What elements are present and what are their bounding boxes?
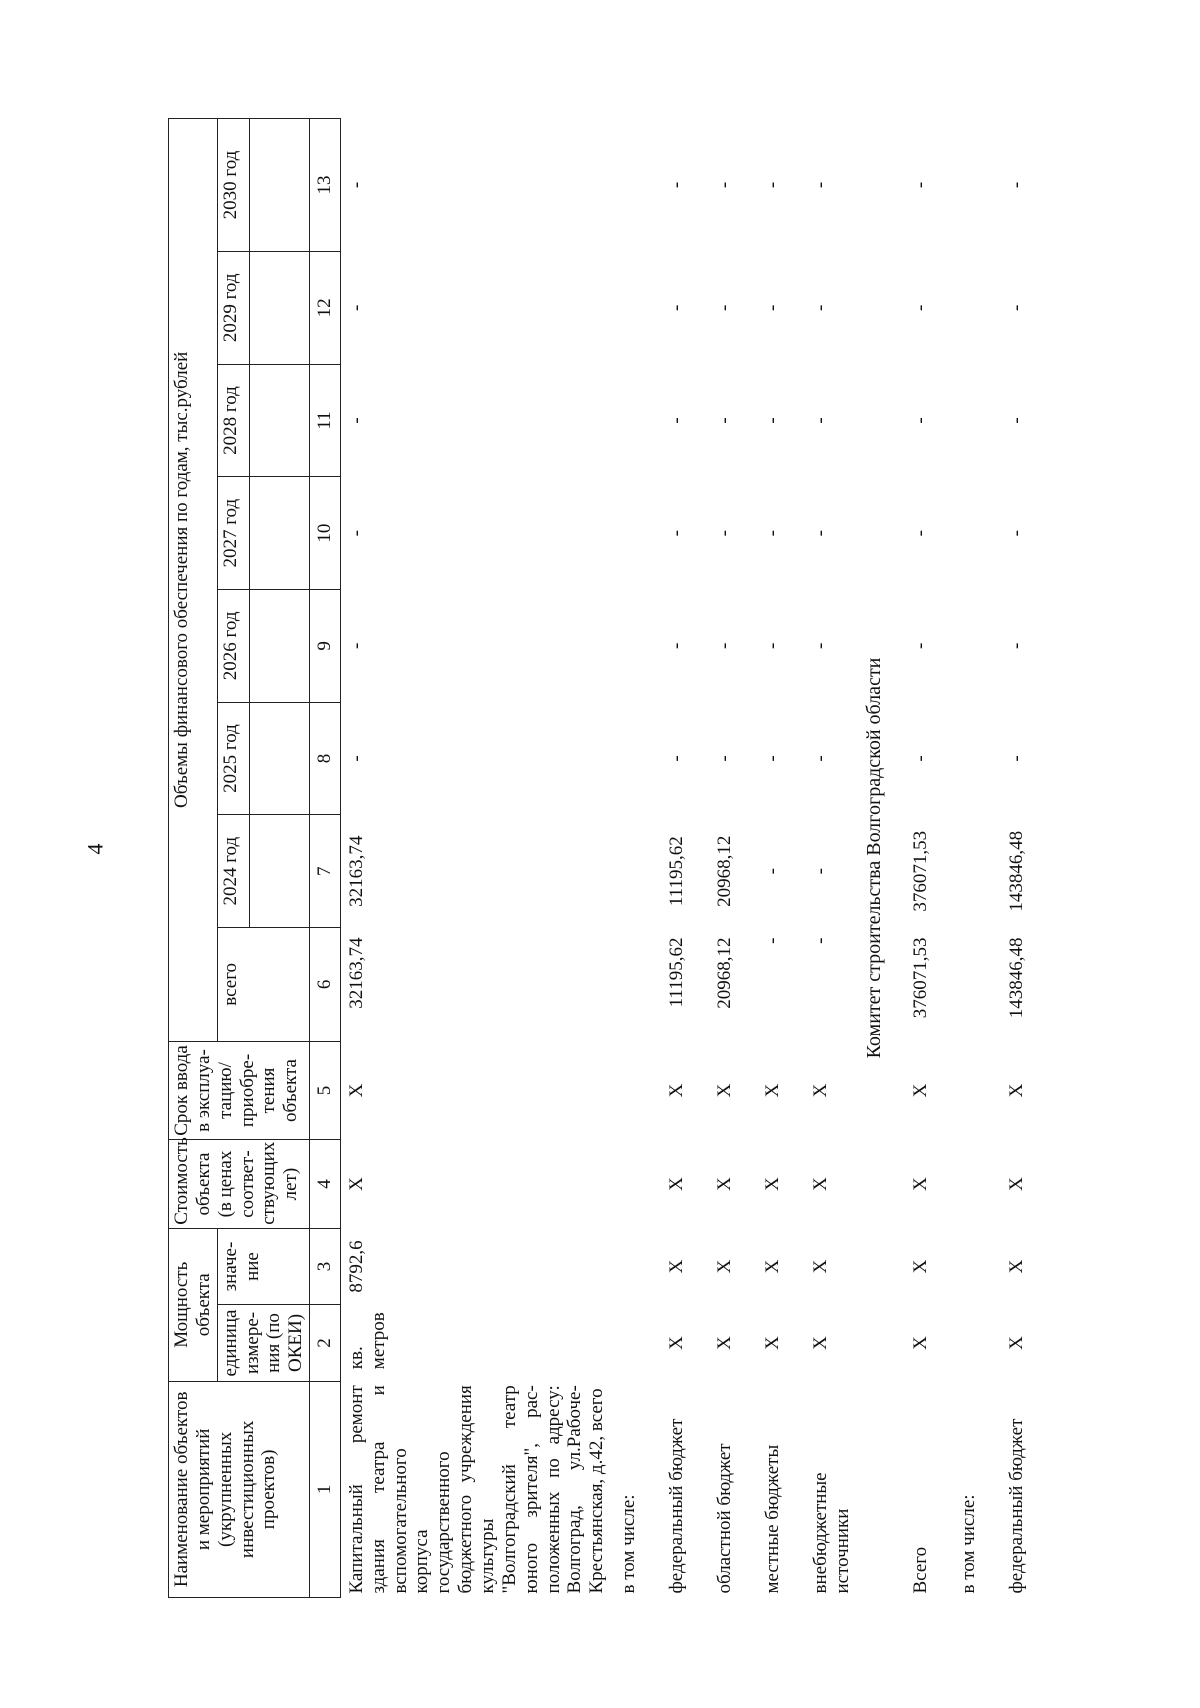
row-unit: X: [810, 1336, 832, 1350]
header-capacity: Мощность объекта: [169, 1228, 218, 1381]
row-cost: X: [909, 1177, 931, 1191]
row-2028: -: [810, 417, 832, 424]
row-term: X: [345, 1083, 367, 1098]
row-unit: X: [762, 1336, 784, 1350]
row-total: 143846,48: [1005, 937, 1027, 1019]
row-unit: X: [1005, 1336, 1027, 1350]
row-2029: -: [666, 304, 688, 311]
header-row-2: [217, 119, 249, 1598]
row-2028: -: [1005, 417, 1027, 424]
row-name: Всего: [909, 1546, 931, 1594]
header-term: Срок ввода в эксплуа-тацию/ приобре-тения объекта: [169, 1041, 310, 1140]
row-value: X: [762, 1259, 784, 1274]
row-value: 8792,6: [345, 1240, 367, 1293]
header-2027: 2027 год: [217, 477, 249, 590]
row-name: местные бюджеты: [762, 1444, 784, 1594]
row-2030: -: [1005, 181, 1027, 189]
row-2030: -: [666, 181, 688, 189]
row-2025: -: [345, 755, 367, 762]
row-2025: -: [666, 755, 688, 762]
row-cost: X: [810, 1177, 832, 1191]
row-name: федеральный бюджет: [666, 1418, 688, 1594]
row-total: 32163,74: [345, 937, 367, 1009]
row-2030: -: [762, 181, 784, 189]
row-cost: X: [714, 1177, 736, 1191]
incl-label: в том числе:: [618, 1494, 640, 1594]
row-cost: X: [1005, 1177, 1027, 1191]
header-unit: единица измере-ния (по ОКЕИ): [217, 1305, 309, 1381]
row-2024: 143846,48: [1005, 830, 1027, 912]
column-number: 2: [310, 1305, 341, 1381]
row-term: X: [1005, 1083, 1027, 1098]
row-2026: -: [666, 642, 688, 649]
row-cost: X: [345, 1177, 367, 1191]
column-number: 1: [310, 1381, 341, 1597]
row-2025: -: [1005, 755, 1027, 762]
row-value: X: [810, 1259, 832, 1274]
table-body: [340, 119, 1048, 1598]
row-2026: -: [1005, 642, 1027, 649]
row-2027: -: [909, 530, 931, 537]
row-2026: -: [762, 642, 784, 649]
table-row: [1001, 119, 1049, 1598]
row-term: X: [762, 1083, 784, 1098]
row-2024: -: [762, 868, 784, 875]
row-2027: -: [666, 530, 688, 537]
row-2024: 11195,62: [666, 836, 688, 907]
column-number: 8: [310, 702, 341, 815]
row-2024: -: [810, 868, 832, 875]
header-total: всего: [217, 928, 309, 1042]
column-number: 11: [310, 364, 341, 477]
row-unit: X: [909, 1336, 931, 1350]
table-row: [805, 119, 859, 1598]
row-2028: -: [714, 417, 736, 424]
row-2027: -: [810, 530, 832, 537]
header-2029: 2029 год: [217, 251, 249, 364]
row-unit: кв. метров: [345, 1312, 389, 1370]
row-2028: -: [345, 417, 367, 424]
table-header: [169, 119, 341, 1598]
row-unit: X: [666, 1336, 688, 1350]
row-2024: 20968,12: [714, 835, 736, 907]
header-2026: 2026 год: [217, 590, 249, 703]
row-cost: X: [762, 1177, 784, 1191]
header-row-1: [169, 119, 218, 1598]
row-total: 11195,62: [666, 937, 688, 1008]
row-2029: -: [1005, 304, 1027, 311]
row-total: 20968,12: [714, 937, 736, 1009]
column-number: 10: [310, 477, 341, 590]
row-2028: -: [666, 417, 688, 424]
row-2030: -: [810, 181, 832, 189]
row-term: X: [810, 1083, 832, 1098]
row-total: 376071,53: [909, 937, 931, 1019]
row-name: областной бюджет: [714, 1443, 736, 1594]
row-term: X: [666, 1083, 688, 1098]
column-number: 9: [310, 590, 341, 703]
row-2026: -: [714, 642, 736, 649]
row-2024: 32163,74: [345, 835, 367, 907]
header-2024: 2024 год: [217, 815, 249, 928]
row-total: -: [762, 937, 784, 944]
row-2029: -: [762, 304, 784, 311]
row-name: внебюджетные источники: [810, 1472, 853, 1594]
row-2025: -: [762, 755, 784, 762]
column-number: 6: [310, 928, 341, 1042]
row-value: X: [666, 1259, 688, 1274]
column-number: 5: [310, 1041, 341, 1140]
row-2026: -: [909, 642, 931, 649]
row-2027: -: [1005, 530, 1027, 537]
column-number: 13: [310, 119, 341, 252]
financing-table: [168, 118, 1049, 1598]
row-2028: -: [762, 417, 784, 424]
row-term: X: [909, 1083, 931, 1098]
row-2029: -: [810, 304, 832, 311]
section-title: Комитет строительства Волгоградской области: [862, 657, 885, 1059]
row-2025: -: [909, 755, 931, 762]
header-cost: Стоимость объекта (в ценах соответ-ствующих лет): [169, 1140, 310, 1229]
row-name: Капитальный ремонт здания театра и вспомогательного корпуса государственного бюджетного учреждения культуры "Волгоградский театр юного зрителя", рас-положенных по адресу: Волгоград, ул.Рабоче-Крестьянская, д.42, всего: [345, 1385, 608, 1594]
table-row-object: [340, 119, 613, 1598]
column-number: 3: [310, 1228, 341, 1304]
section-row: [859, 119, 905, 1598]
row-2029: -: [909, 304, 931, 311]
row-2025: -: [810, 755, 832, 762]
row-2026: -: [810, 642, 832, 649]
header-value: значе-ние: [217, 1228, 309, 1304]
row-name: федеральный бюджет: [1005, 1418, 1027, 1594]
incl-label: в том числе:: [957, 1494, 979, 1594]
row-2030: -: [345, 181, 367, 189]
table-row-incl: [953, 119, 1001, 1598]
row-2025: -: [714, 755, 736, 762]
table-row: [757, 119, 805, 1598]
column-number: 4: [310, 1140, 341, 1229]
table-row-total: [905, 119, 953, 1598]
row-cost: X: [666, 1177, 688, 1191]
row-2029: -: [345, 304, 367, 311]
row-total: -: [810, 937, 832, 944]
row-2027: -: [714, 530, 736, 537]
header-2030: 2030 год: [217, 119, 249, 252]
row-unit: X: [714, 1336, 736, 1350]
row-value: X: [909, 1259, 931, 1274]
row-2027: -: [762, 530, 784, 537]
header-funding: Объемы финансового обеспечения по годам, тыс.рублей: [169, 119, 218, 1042]
header-2025: 2025 год: [217, 702, 249, 815]
row-2024: 376071,53: [909, 830, 931, 912]
row-2026: -: [345, 642, 367, 649]
row-2030: -: [909, 181, 931, 189]
row-2028: -: [909, 417, 931, 424]
table-row: [661, 119, 709, 1598]
row-term: X: [714, 1083, 736, 1098]
row-2027: -: [345, 530, 367, 537]
row-2029: -: [714, 304, 736, 311]
table-row-incl: [613, 119, 661, 1598]
row-value: X: [714, 1259, 736, 1274]
row-value: X: [1005, 1259, 1027, 1274]
column-number-row: [310, 119, 341, 1598]
page-number-text: 4: [82, 843, 108, 855]
column-number: 7: [310, 815, 341, 928]
row-2030: -: [714, 181, 736, 189]
header-2028: 2028 год: [217, 364, 249, 477]
column-number: 12: [310, 251, 341, 364]
table-row: [709, 119, 757, 1598]
header-name: Наименование объектов и мероприятий (укрупненных инвестиционных проектов): [169, 1381, 310, 1597]
